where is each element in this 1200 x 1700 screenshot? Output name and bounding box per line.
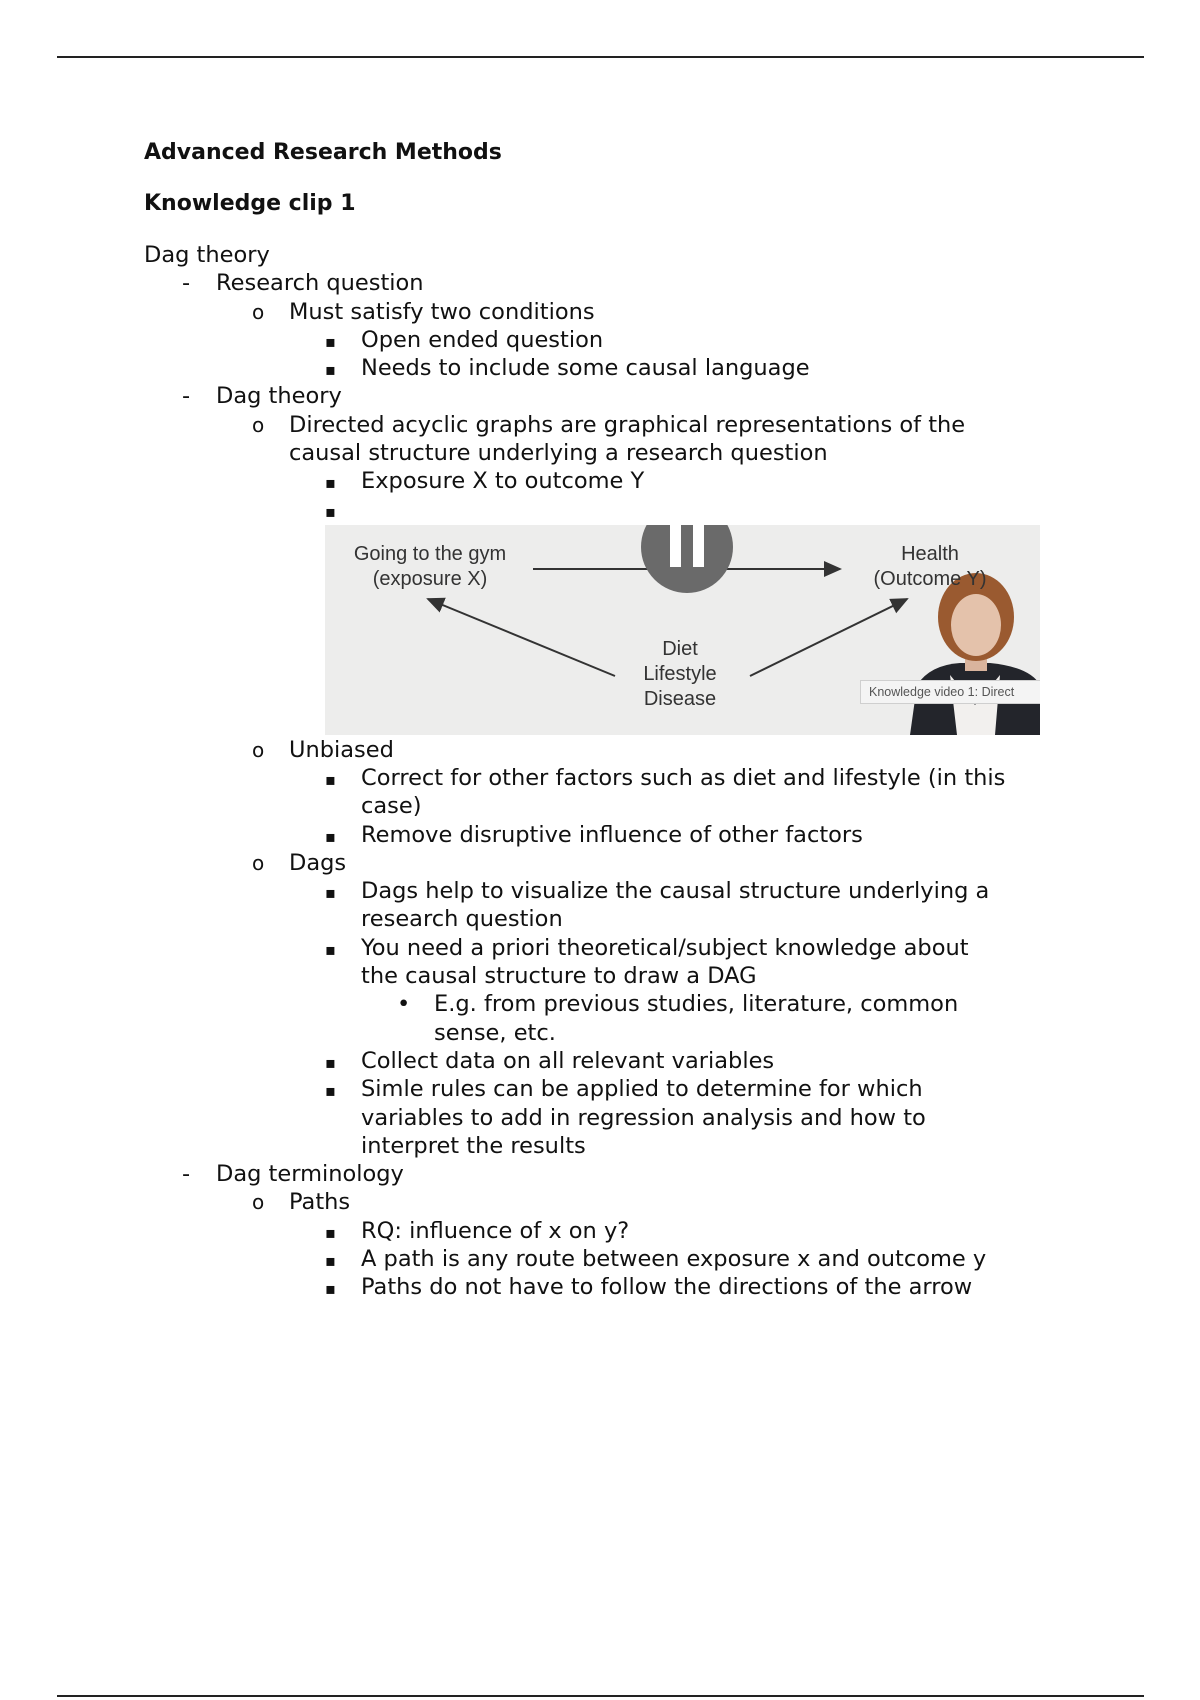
circle-marker: o [252, 737, 265, 762]
list-item: ▪ Paths do not have to follow the directions of the arrow [144, 1273, 1084, 1301]
list-item-continuation: variables to add in regression analysis and how to [361, 1104, 926, 1131]
list-item: ▪ Remove disruptive influence of other factors [144, 821, 1084, 849]
square-bullet-icon: ▪ [325, 331, 336, 351]
dash-marker: - [182, 270, 191, 297]
footer-rule [57, 1695, 1144, 1697]
outcome-node: Health (Outcome Y) [873, 542, 987, 590]
document-title: Advanced Research Methods [144, 140, 502, 165]
square-bullet-icon: ▪ [325, 769, 336, 789]
list-item-continuation: sense, etc. [434, 1019, 556, 1046]
square-bullet-icon: ▪ [325, 1222, 336, 1242]
arrow-confounder-to-exposure [428, 599, 615, 676]
square-bullet-icon: ▪ [325, 1251, 336, 1271]
section-heading: Dag theory [144, 242, 270, 268]
circle-marker: o [252, 299, 265, 324]
square-bullet-icon: ▪ [325, 501, 336, 521]
list-item: ▪ Dags help to visualize the causal structure underlying a [144, 877, 1084, 905]
square-bullet-icon: ▪ [325, 1052, 336, 1072]
square-bullet-icon: ▪ [325, 883, 336, 903]
list-item: - Research question [182, 270, 424, 297]
list-item: ▪ Simle rules can be applied to determine for which [144, 1075, 1084, 1103]
list-item: o Paths [252, 1189, 351, 1216]
square-bullet-icon: ▪ [325, 1279, 336, 1299]
square-bullet-icon: ▪ [325, 360, 336, 380]
list-item: ▪ A path is any route between exposure x and outcome y [144, 1245, 1084, 1273]
square-bullet-icon: ▪ [325, 473, 336, 493]
square-bullet-icon: ▪ [325, 1081, 336, 1101]
header-rule [57, 56, 1144, 58]
list-item-continuation: causal structure underlying a research question [289, 440, 828, 467]
arrow-confounder-to-outcome [750, 599, 907, 676]
document-body [144, 139, 1084, 1302]
square-bullet-icon: ▪ [325, 826, 336, 846]
circle-marker: o [252, 412, 265, 437]
list-item [144, 496, 1084, 524]
presenter-image [910, 573, 1040, 735]
list-item-continuation: the causal structure to draw a DAG [361, 963, 757, 990]
list-item: ▪ Open ended question [144, 326, 1084, 354]
list-item: o Must satisfy two conditions [252, 298, 595, 325]
list-item: o Directed acyclic graphs are graphical representations of the [252, 411, 966, 438]
dash-marker: - [182, 1161, 191, 1188]
list-item: ▪ Needs to include some causal language [144, 354, 1084, 382]
dag-figure [325, 525, 1040, 735]
list-item-continuation: case) [361, 793, 422, 820]
list-item-continuation: interpret the results [361, 1132, 586, 1159]
dash-marker: - [182, 383, 191, 410]
list-item: • E.g. from previous studies, literature, common [397, 991, 959, 1018]
bullet-icon: • [397, 991, 411, 1018]
exposure-node: Going to the gym (exposure X) [353, 542, 507, 590]
list-item: ▪ You need a priori theoretical/subject knowledge about [144, 934, 1084, 962]
list-item: - Dag terminology [182, 1161, 404, 1188]
clip-heading: Knowledge clip 1 [144, 191, 356, 216]
confounder-node: Diet Lifestyle Disease [643, 637, 717, 710]
list-item-continuation: research question [361, 906, 563, 933]
video-caption: Knowledge video 1: Direct [860, 680, 1040, 704]
list-item: ▪ Exposure X to outcome Y [144, 467, 1084, 495]
circle-marker: o [252, 1190, 265, 1215]
list-item: ▪ RQ: influence of x on y? [144, 1217, 1084, 1245]
list-item: o Dags [252, 849, 347, 876]
list-item: ▪ Correct for other factors such as diet and lifestyle (in this [144, 764, 1084, 792]
circle-marker: o [252, 850, 265, 875]
list-item: o Unbiased [252, 736, 394, 763]
list-item: ▪ Collect data on all relevant variables [144, 1047, 1084, 1075]
pause-icon [641, 525, 733, 593]
list-item: - Dag theory [182, 383, 342, 410]
square-bullet-icon: ▪ [325, 939, 336, 959]
